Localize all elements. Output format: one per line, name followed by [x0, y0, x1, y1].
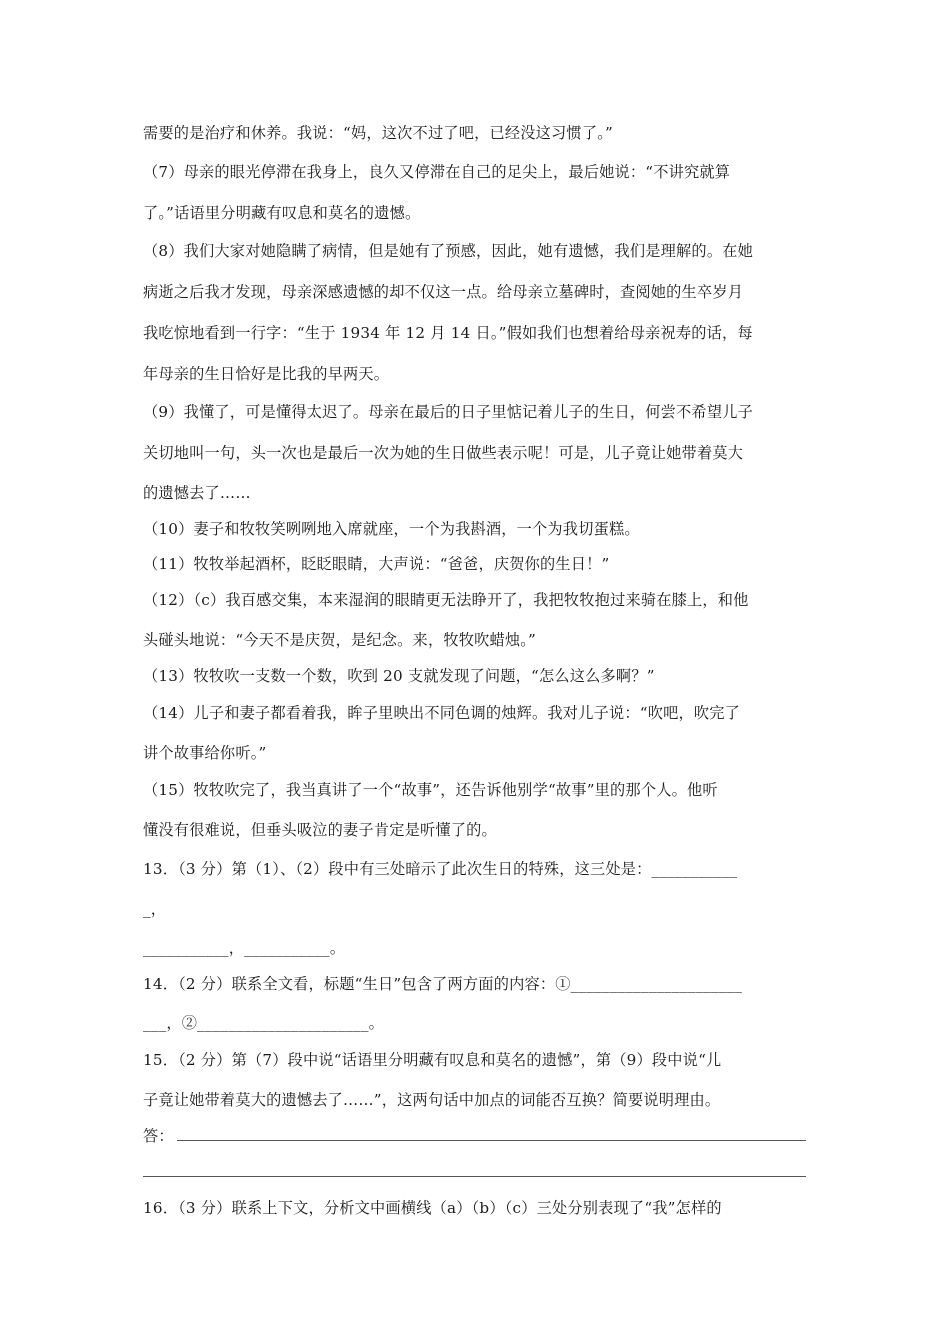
question-13-blanks: ___________，___________。: [143, 939, 346, 957]
answer-label: 答：: [143, 1127, 174, 1145]
text-line: 子竟让她带着莫大的遗憾去了……”，这两句话中加点的词能否互换？简要说明理由。: [143, 1091, 721, 1109]
paragraph-15: （15）牧牧吹完了，我当真讲了一个“故事”，还告诉他别学“故事”里的那个人。他听: [143, 781, 718, 799]
text-line: 年母亲的生日恰好是比我的早两天。: [143, 365, 390, 383]
text-line: 病逝之后我才发现，母亲深感遗憾的却不仅这一点。给母亲立墓碑时，查阅她的生卒岁月: [143, 283, 744, 301]
text-line: 我吃惊地看到一行字：“生于 1934 年 12 月 14 日。”假如我们也想着给母亲祝寿的话，每: [143, 324, 753, 342]
question-13: 13．（3 分）第（1）、（2）段中有三处暗示了此次生日的特殊，这三处是：___________: [143, 860, 738, 878]
paragraph-14: （14）儿子和妻子都看着我，眸子里映出不同色调的烛辉。我对儿子说：“吹吧，吹完了: [143, 704, 741, 722]
paragraph-8: （8）我们大家对她隐瞒了病情，但是她有了预感，因此，她有遗憾，我们是理解的。在她: [143, 242, 753, 260]
text-line: 需要的是治疗和休养。我说：“妈，这次不过了吧，已经没这习惯了。”: [143, 124, 613, 142]
question-15: 15．（2 分）第（7）段中说“话语里分明藏有叹息和莫名的遗憾”，第（9）段中说“儿: [143, 1051, 722, 1069]
answer-line-1: [177, 1140, 806, 1141]
paragraph-9: （9）我懂了，可是懂得太迟了。母亲在最后的日子里惦记着儿子的生日，何尝不希望儿子: [143, 403, 753, 421]
paragraph-12: （12）（c）我百感交集，本来湿润的眼睛更无法睁开了，我把牧牧抱过来骑在膝上，和他: [143, 591, 749, 609]
paragraph-11: （11）牧牧举起酒杯，眨眨眼睛，大声说：“爸爸，庆贺你的生日！”: [143, 555, 610, 573]
question-13-blank-cont: _，: [143, 900, 167, 918]
text-line: 了。”话语里分明藏有叹息和莫名的遗憾。: [143, 204, 421, 222]
text-line: 的遗憾去了……: [143, 484, 251, 502]
question-14-blanks: ___，②______________________。: [143, 1014, 385, 1032]
paragraph-13: （13）牧牧吹一支数一个数，吹到 20 支就发现了问题，“怎么这么多啊？”: [143, 667, 655, 685]
text-line: 懂没有很难说，但垂头吸泣的妻子肯定是听懂了的。: [143, 821, 497, 839]
question-16: 16．（3 分）联系上下文，分析文中画横线（a）（b）（c）三处分别表现了“我”怎样的: [143, 1199, 722, 1217]
paragraph-10: （10）妻子和牧牧笑咧咧地入席就座，一个为我斟酒，一个为我切蛋糕。: [143, 520, 640, 538]
question-14: 14．（2 分）联系全文看，标题“生日”包含了两方面的内容：①______________________: [143, 975, 743, 993]
text-line: 关切地叫一句，头一次也是最后一次为她的生日做些表示呢！可是，儿子竟让她带着莫大: [143, 444, 744, 462]
text-line: 讲个故事给你听。”: [143, 744, 267, 762]
answer-line-2: [143, 1176, 806, 1177]
paragraph-7: （7）母亲的眼光停滞在我身上，良久又停滞在自己的足尖上，最后她说：“不讲究就算: [143, 163, 731, 181]
text-line: 头碰头地说：“今天不是庆贺，是纪念。来，牧牧吹蜡烛。”: [143, 631, 537, 649]
